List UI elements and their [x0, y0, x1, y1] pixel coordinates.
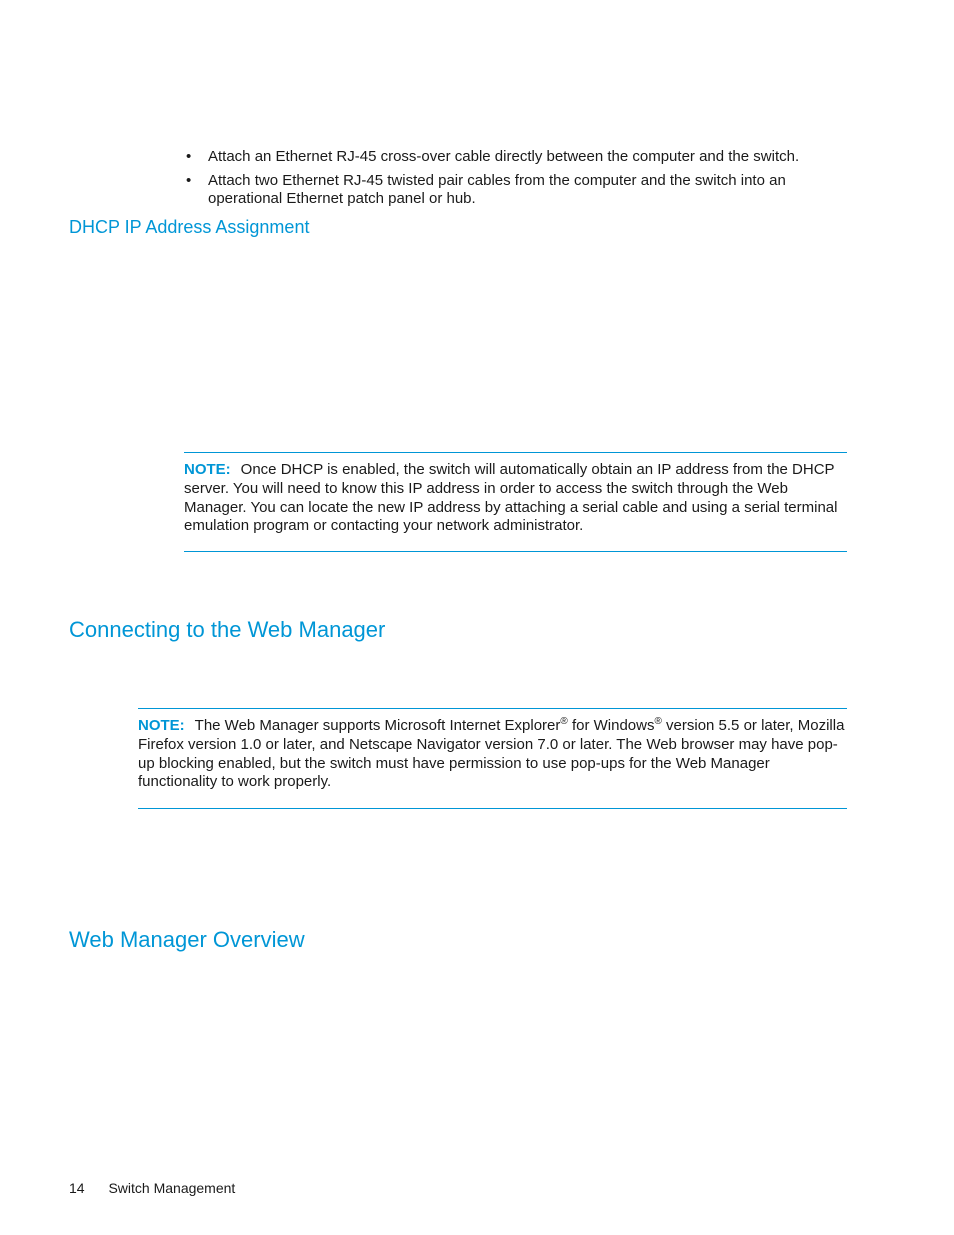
overview-heading: Web Manager Overview — [69, 927, 305, 952]
list-item — [184, 148, 824, 166]
dhcp-note — [184, 452, 847, 552]
list-item-text: Attach two Ethernet RJ-45 twisted pair cables from the computer and the switch into an operational Ethernet patch panel or hub. — [208, 172, 786, 207]
bullet-icon: • — [186, 172, 192, 189]
note-text-part-c: version 5.5 or later, Mozilla Firefox version 1.0 or later, and Netscape Navigator version 7.0 or later. The Web browser may have pop-up blocking enabled, but the switch must have permission to use pop-ups for the Web Manager functionality to work properly. — [138, 717, 845, 791]
bullet-icon: • — [186, 148, 192, 165]
connection-options-list — [184, 148, 824, 214]
note-text: Once DHCP is enabled, the switch will automatically obtain an IP address from the DHCP server. You will need to know this IP address in order to access the switch through the Web Manager. You can locate the new IP address by attaching a serial cable and using a serial terminal emulation program or contacting your network administrator. — [184, 461, 838, 535]
note-text-part-a: The Web Manager supports Microsoft Internet Explorer — [194, 717, 561, 734]
dhcp-heading: DHCP IP Address Assignment — [69, 217, 310, 237]
page-footer — [69, 1180, 235, 1196]
note-label: NOTE: — [184, 461, 231, 478]
browser-note — [138, 708, 847, 809]
list-item-text: Attach an Ethernet RJ-45 cross-over cable directly between the computer and the switch. — [208, 148, 800, 165]
list-item — [184, 172, 824, 208]
registered-mark: ® — [654, 716, 662, 727]
connecting-heading: Connecting to the Web Manager — [69, 617, 386, 642]
page-number: 14 — [69, 1180, 85, 1196]
registered-mark: ® — [560, 716, 568, 727]
note-text-part-b: for Windows — [567, 717, 655, 734]
note-label: NOTE: — [138, 717, 185, 734]
footer-section-title: Switch Management — [108, 1180, 236, 1196]
